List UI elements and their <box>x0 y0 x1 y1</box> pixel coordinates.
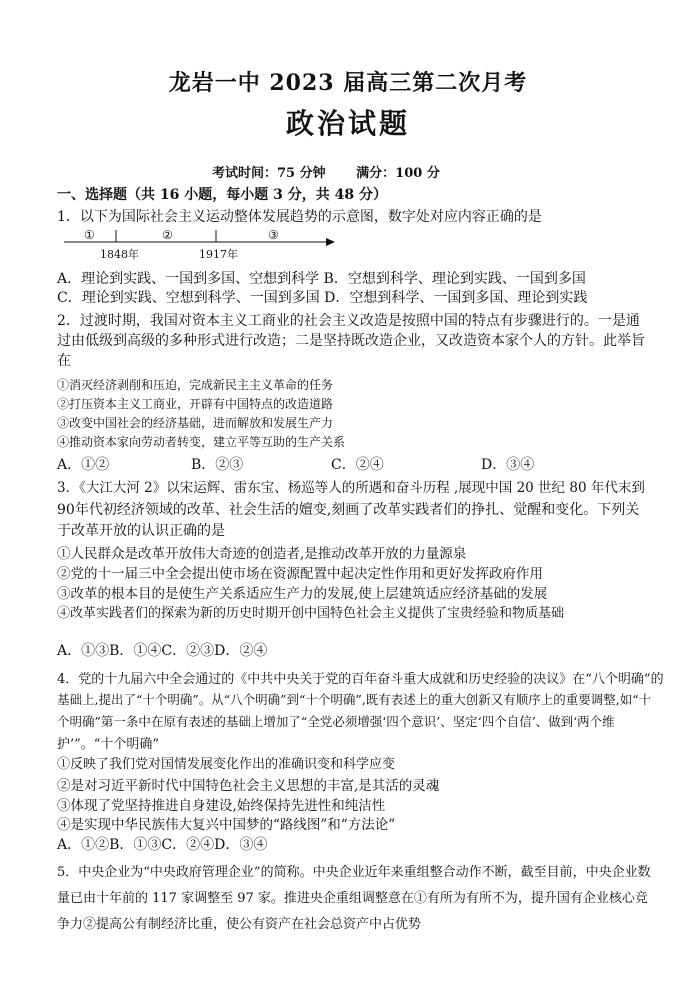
q3-options: A．①③B．①④C．②③D．②④ <box>57 643 268 659</box>
q2-option-c: C．②④ <box>331 457 384 473</box>
q2-stem-line-2: 过由低级到高级的多种形式进行改造；二是坚持既改造企业，又改造资本家个人的方针。此举旨 <box>57 333 645 349</box>
timeline-arrowhead <box>326 238 335 246</box>
q4-stem-line-2: 基础上,提出了“十个明确”。从“八个明确”到“十个明确”,既有表述上的重大创新又有顺序上的重要调整,如“十 <box>57 692 652 707</box>
timeline-mark-1: ① <box>84 228 95 242</box>
q4-statement-1: ①反映了我们党对国情发展变化作出的准确识变和科学应变 <box>57 757 396 772</box>
section-heading: 一、选择题（共 16 小题，每小题 3 分，共 48 分） <box>57 187 387 203</box>
q5-stem-line-1: 5．中央企业为“中央政府管理企业”的简称。中央企业近年来重组整合动作不断，截至目前，中央企业数 <box>57 865 651 880</box>
q1-options-ab: A．理论到实践、一国到多国、空想到科学 B．空想到科学、理论到实践、一国到多国 <box>57 271 586 287</box>
q4-stem-line-4: 护’”。“十个明确” <box>57 737 160 752</box>
timeline-year-1848: 1848年 <box>100 248 139 261</box>
score-label: 满分：100 分 <box>356 166 440 181</box>
q4-options: A．①②B．①③C．②④D．③④ <box>57 837 268 853</box>
q5-stem-line-3: 争力②提高公有制经济比重，使公有资产在社会总资产中占优势 <box>57 917 422 932</box>
timeline-mark-2: ② <box>162 228 173 242</box>
q3-statement-3: ③改革的根本目的是使生产关系适应生产力的发展,使上层建筑适应经济基础的发展 <box>57 586 548 602</box>
q2-statement-1: ①消灭经济剥削和压迫，完成新民主主义革命的任务 <box>57 378 334 392</box>
q2-option-a: A．①② <box>57 457 110 473</box>
q5-stem-line-2: 量已由十年前的 117 家调整至 97 家。推进央企重组调整意在①有所为有所不为，提升国有企业核心竞 <box>57 891 648 906</box>
q4-statement-3: ③体现了党坚持推进自身建设,始终保持先进性和纯洁性 <box>57 798 386 814</box>
timeline-year-1917: 1917年 <box>199 248 238 261</box>
q4-stem-line-1: 4．党的十九届六中全会通过的《中共中央关于党的百年奋斗重大成就和历史经验的决议》在“八个明确”的 <box>57 672 664 687</box>
q1-options-cd: C．理论到实践、空想到科学、一国到多国 D．空想到科学、一国到多国、理论到实践 <box>57 290 588 306</box>
q3-statement-1: ①人民群众是改革开放伟大奇迹的创造者,是推动改革开放的力量源泉 <box>57 546 467 562</box>
q4-statement-2: ②是对习近平新时代中国特色社会主义思想的丰富,是其活的灵魂 <box>57 778 440 794</box>
q3-statement-2: ②党的十一届三中全会提出使市场在资源配置中起决定性作用和更好发挥政府作用 <box>57 566 543 582</box>
q2-statement-3: ③改变中国社会的经济基础，进而解放和发展生产力 <box>57 416 334 430</box>
q1-stem: 1．以下为国际社会主义运动整体发展趋势的示意图，数字处对应内容正确的是 <box>57 209 542 225</box>
q2-stem-line-1: 2．过渡时期，我国对资本主义工商业的社会主义改造是按照中国的特点有步骤进行的。一是通 <box>57 313 640 329</box>
exam-title: 龙岩一中 2023 届高三第二次月考 <box>168 70 528 96</box>
q2-option-b: B．②③ <box>191 457 244 473</box>
q2-option-d: D．③④ <box>481 457 535 473</box>
q3-stem-line-3: 于改革开放的认识正确的是 <box>57 523 225 539</box>
time-label: 考试时间：75 分钟 <box>212 166 326 181</box>
q4-stem-line-3: 个明确”第一条中在原有表述的基础上增加了“全党必须增强‘四个意识’、坚定‘四个自信’、做到‘两个维 <box>57 714 615 729</box>
q2-statement-2: ②打压资本主义工商业，开辟有中国特点的改造道路 <box>57 397 334 411</box>
exam-meta <box>212 162 466 181</box>
q4-statement-4: ④是实现中华民族伟大复兴中国梦的“路线图”和“方法论” <box>57 817 396 833</box>
q3-statement-4: ④改革实践者们的探索为新的历史时期开创中国特色社会主义提供了宝贵经验和物质基础 <box>57 606 565 621</box>
q2-statement-4: ④推动资本家向劳动者转变，建立平等互助的生产关系 <box>57 435 346 449</box>
q3-stem-line-1: 3．《大江大河 2》以宋运辉、雷东宝、杨巡等人的所遇和奋斗历程 ,展现中国 20 世纪 80 年代末到 <box>57 480 645 496</box>
q3-stem-line-2: 90年代初经济领域的改革、社会生活的嬗变,刻画了改革实践者们的挣扎、觉醒和变化。下列关 <box>57 502 640 518</box>
subject-title: 政治试题 <box>285 107 410 140</box>
timeline-mark-3: ③ <box>268 228 279 242</box>
q2-stem-line-3: 在 <box>57 353 71 369</box>
